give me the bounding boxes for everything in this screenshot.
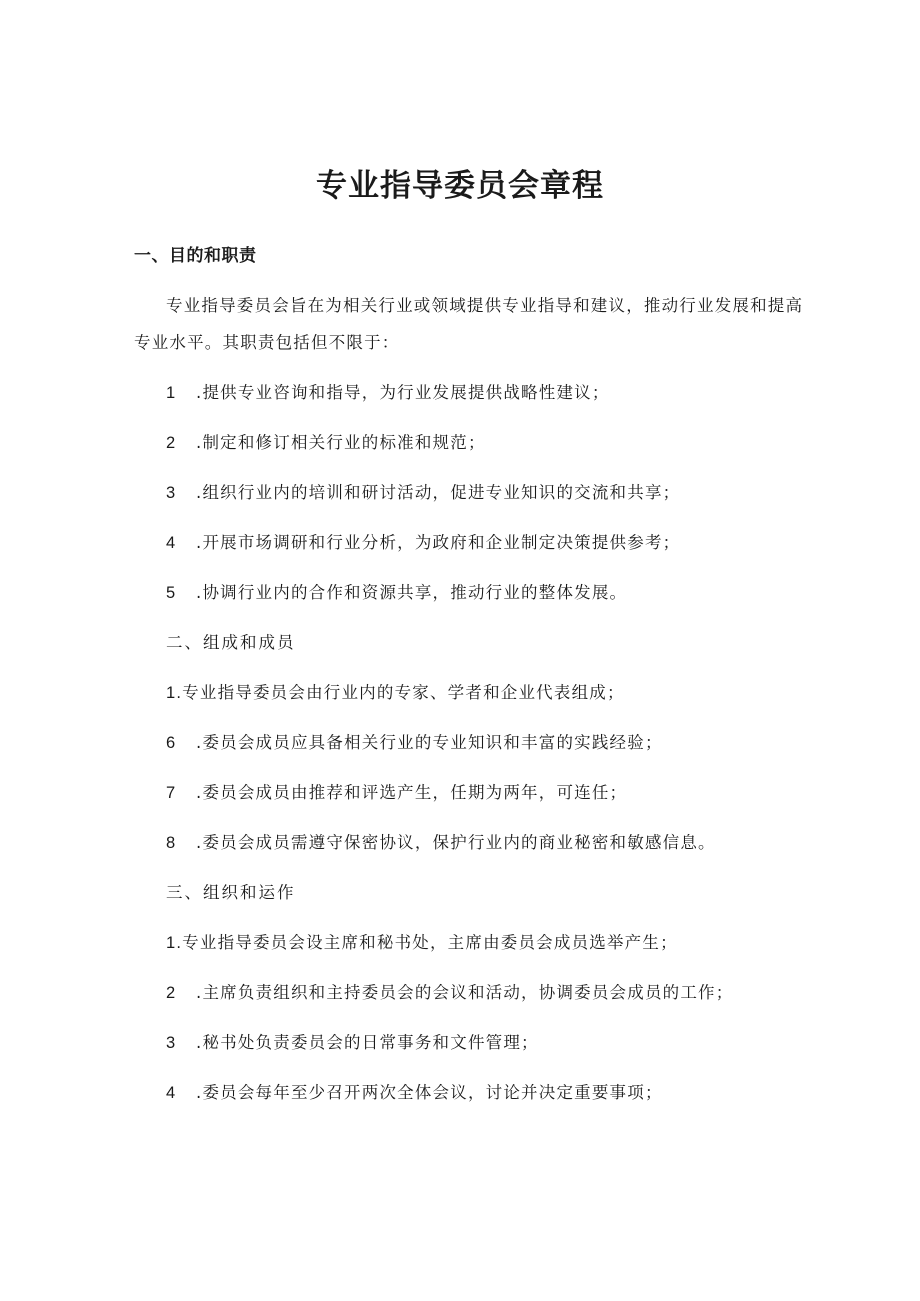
list-item-text: .制定和修订相关行业的标准和规范； <box>196 433 486 452</box>
list-item-text: .主席负责组织和主持委员会的会议和活动，协调委员会成员的工作； <box>196 983 734 1002</box>
list-item-text: .委员会成员需遵守保密协议，保护行业内的商业秘密和敏感信息。 <box>196 833 716 852</box>
section-heading: 三、组织和运作 <box>166 883 296 902</box>
list-item-number: 4 <box>166 534 177 552</box>
list-item <box>166 1081 663 1105</box>
document-title: 专业指导委员会章程 <box>316 168 604 204</box>
section-heading: 一、目的和职责 <box>134 246 257 266</box>
list-item-number: 4 <box>166 1084 177 1102</box>
section-heading: 二、组成和成员 <box>166 633 296 652</box>
list-item-text: .协调行业内的合作和资源共享，推动行业的整体发展。 <box>196 583 628 602</box>
list-item <box>166 681 625 705</box>
list-item <box>166 1031 539 1055</box>
list-item-number: 3 <box>166 484 177 502</box>
list-item <box>166 581 627 605</box>
list-item-number: 1. <box>166 934 183 952</box>
list-item <box>166 481 680 505</box>
list-item-text: .秘书处负责委员会的日常事务和文件管理； <box>196 1033 539 1052</box>
list-item <box>166 781 627 805</box>
list-item-text: .组织行业内的培训和研讨活动，促进专业知识的交流和共享； <box>196 483 681 502</box>
list-item-number: 1 <box>166 384 177 402</box>
list-item-number: 3 <box>166 1034 177 1052</box>
list-item-text: .委员会每年至少召开两次全体会议，讨论并决定重要事项； <box>196 1083 663 1102</box>
list-item-number: 2 <box>166 984 177 1002</box>
list-item <box>166 731 663 755</box>
list-item-number: 2 <box>166 434 177 452</box>
list-item-number: 8 <box>166 834 177 852</box>
list-item <box>166 831 716 855</box>
list-item <box>166 531 680 555</box>
list-item-number: 6 <box>166 734 177 752</box>
list-item-text: 专业指导委员会由行业内的专家、学者和企业代表组成； <box>182 683 625 702</box>
list-item <box>166 381 610 405</box>
list-item-text: .委员会成员由推荐和评选产生，任期为两年，可连任； <box>196 783 628 802</box>
section-intro-line: 专业指导委员会旨在为相关行业或领域提供专业指导和建议，推动行业发展和提高 <box>166 296 804 315</box>
list-item-text: .开展市场调研和行业分析，为政府和企业制定决策提供参考； <box>196 533 681 552</box>
list-item-text: .委员会成员应具备相关行业的专业知识和丰富的实践经验； <box>196 733 663 752</box>
list-item-number: 7 <box>166 784 177 802</box>
list-item <box>166 431 486 455</box>
list-item-number: 1. <box>166 684 183 702</box>
list-item <box>166 931 678 955</box>
list-item-text: .提供专业咨询和指导，为行业发展提供战略性建议； <box>196 383 610 402</box>
list-item <box>166 981 733 1005</box>
list-item-text: 专业指导委员会设主席和秘书处，主席由委员会成员选举产生； <box>182 933 678 952</box>
list-item-number: 5 <box>166 584 177 602</box>
section-intro-line: 专业水平。其职责包括但不限于： <box>134 333 400 352</box>
